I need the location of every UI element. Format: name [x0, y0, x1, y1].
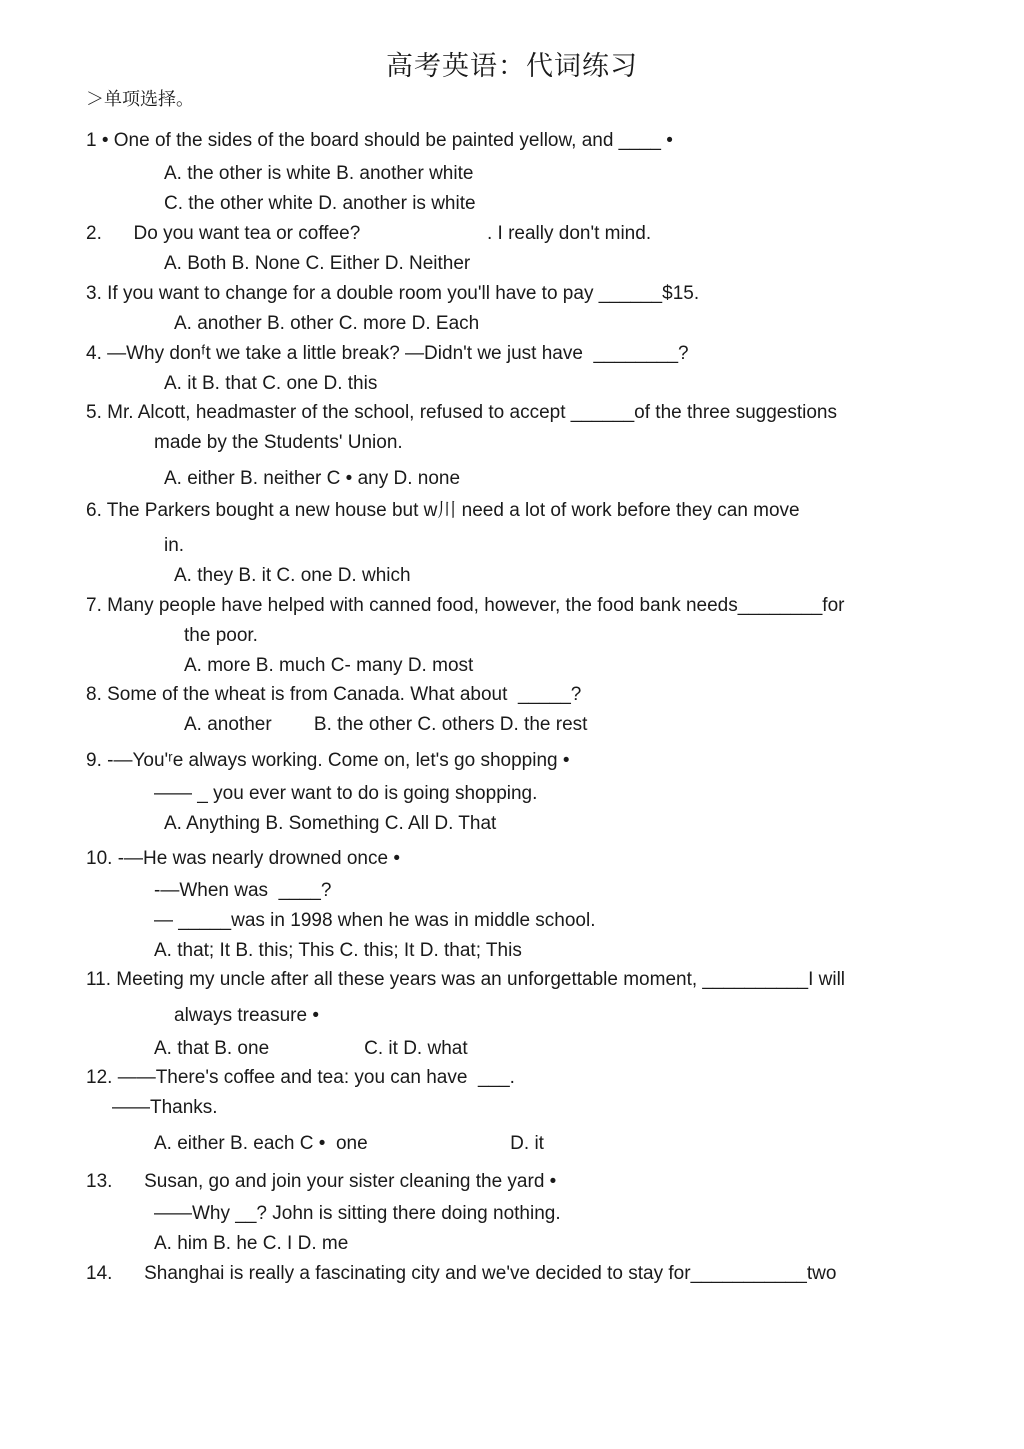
section-heading: ＞单项选择。: [86, 89, 194, 110]
question-12-options: A. either B. each C • one D. it: [154, 1133, 544, 1154]
question-12-reply: ——Thanks.: [112, 1097, 218, 1118]
question-9: 9. -—You'ʳe always working. Come on, let's go shopping •: [86, 750, 570, 771]
question-10-reply-2: — _____was in 1998 when he was in middle school.: [154, 910, 596, 931]
question-4-options: A. it B. that C. one D. this: [164, 373, 378, 394]
question-11-options: A. that B. one C. it D. what: [154, 1038, 468, 1059]
question-13-options: A. him B. he C. I D. me: [154, 1233, 349, 1254]
question-5-options: A. either B. neither C • any D. none: [164, 468, 461, 489]
question-7-continued: the poor.: [184, 625, 258, 646]
question-2: 2. Do you want tea or coffee? . I really don't mind.: [86, 223, 652, 244]
question-10: 10. -—He was nearly drowned once •: [86, 848, 400, 869]
question-13-reply: ——Why __? John is sitting there doing nothing.: [154, 1203, 561, 1224]
question-1-options-ab: A. the other is white B. another white: [164, 163, 474, 184]
question-7-options: A. more B. much C- many D. most: [184, 655, 474, 676]
page-title: 高考英语：代词练习: [386, 51, 638, 82]
question-10-reply-1: -—When was ____?: [154, 880, 332, 901]
question-9-options: A. Anything B. Something C. All D. That: [164, 813, 497, 834]
question-4: 4. —Why donᶠt we take a little break? —Didn't we just have ________?: [86, 343, 689, 364]
question-6-continued: in.: [164, 535, 185, 556]
question-6-options: A. they B. it C. one D. which: [174, 565, 411, 586]
question-12: 12. ——There's coffee and tea: you can have ___.: [86, 1067, 515, 1088]
question-5: 5. Mr. Alcott, headmaster of the school, refused to accept ______of the three suggestions: [86, 402, 837, 423]
question-3: 3. If you want to change for a double room you'll have to pay ______$15.: [86, 283, 700, 304]
question-5-continued: made by the Students' Union.: [154, 432, 403, 453]
question-14: 14. Shanghai is really a fascinating city and we've decided to stay for___________two: [86, 1263, 837, 1284]
question-11: 11. Meeting my uncle after all these years was an unforgettable moment, __________I will: [86, 969, 846, 990]
question-10-options: A. that; It B. this; This C. this; It D. that; This: [154, 940, 522, 961]
question-1-options-cd: C. the other white D. another is white: [164, 193, 476, 214]
question-7: 7. Many people have helped with canned food, however, the food bank needs________for: [86, 595, 845, 616]
question-3-options: A. another B. other C. more D. Each: [174, 313, 480, 334]
question-13: 13. Susan, go and join your sister cleaning the yard •: [86, 1171, 557, 1192]
question-1: 1 • One of the sides of the board should be painted yellow, and ____ •: [86, 130, 673, 151]
question-6: 6. The Parkers bought a new house but w川 need a lot of work before they can move: [86, 500, 800, 521]
question-9-reply: —— _ you ever want to do is going shopping.: [154, 783, 538, 804]
question-11-continued: always treasure •: [174, 1005, 319, 1026]
question-2-options: A. Both B. None C. Either D. Neither: [164, 253, 471, 274]
question-8-options: A. another B. the other C. others D. the rest: [184, 714, 588, 735]
question-8: 8. Some of the wheat is from Canada. What about _____?: [86, 684, 582, 705]
